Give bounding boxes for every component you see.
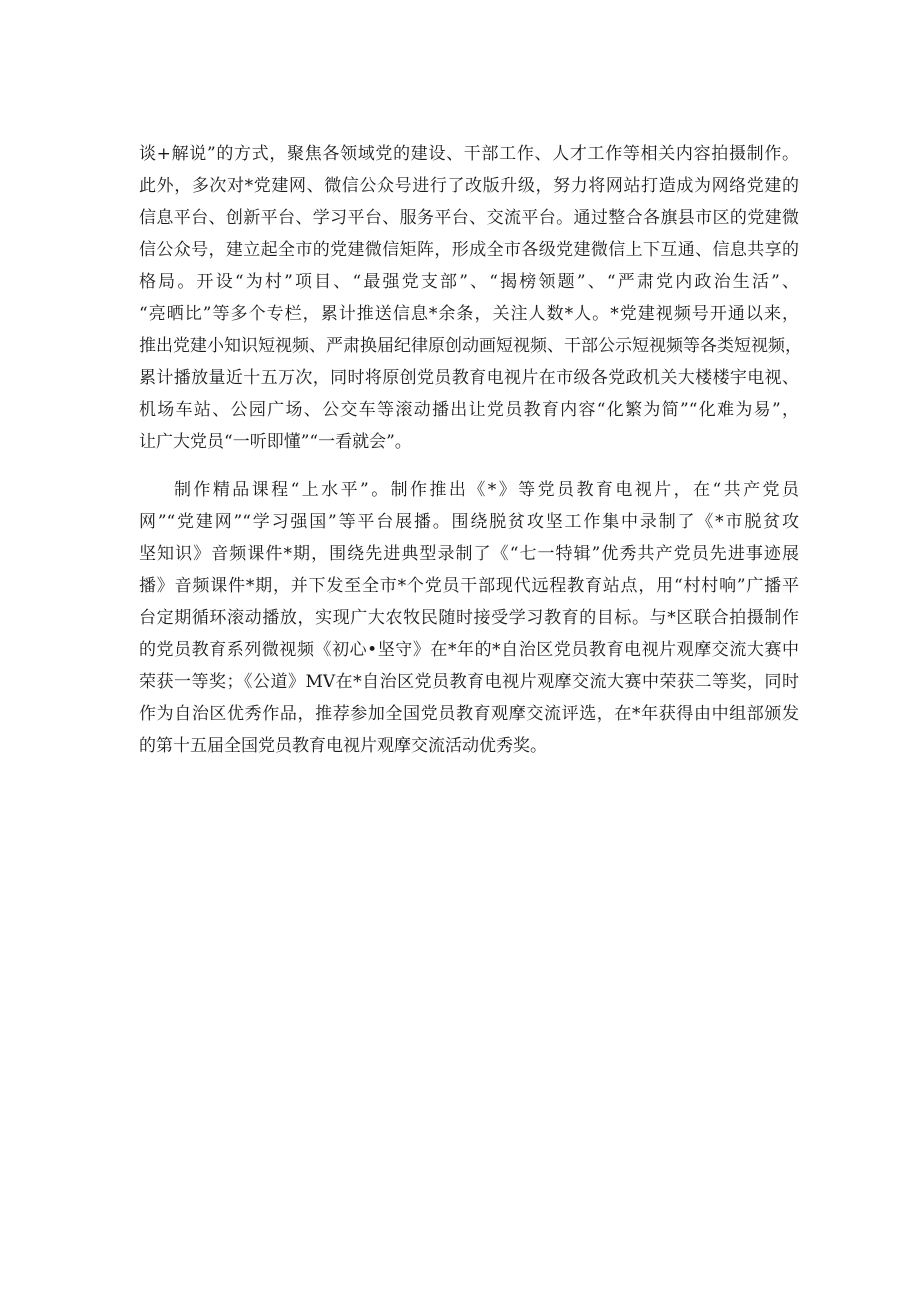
text-line: 让广大党员“一听即懂”“一看就会”。 [139,432,412,452]
text-line: 的党员教育系列微视频《初心•坚守》在*年的*自治区党员教育电视片观摩交流大赛中 [139,640,799,660]
text-line: 的第十五届全国党员教育电视片观摩交流活动优秀奖。 [139,736,547,756]
paragraph-spacer [139,458,799,474]
text-line: 机场车站、公园广场、公交车等滚动播出让党员教育内容“化繁为简”“化难为易”， [139,400,799,420]
text-line: 信息平台、创新平台、学习平台、服务平台、交流平台。通过整合各旗县市区的党建微 [139,208,799,228]
text-line: 谈+解说”的方式，聚焦各领域党的建设、干部工作、人才工作等相关内容拍摄制作。 [139,144,799,164]
text-line: 台定期循环滚动播放，实现广大农牧民随时接受学习教育的目标。与*区联合拍摄制作 [139,608,799,628]
text-line: 制作精品课程“上水平”。制作推出《*》等党员教育电视片，在“共产党员 [174,480,799,500]
document-body [139,138,802,762]
text-line: “亮晒比”等多个专栏，累计推送信息*余条，关注人数*人。*党建视频号开通以来， [139,304,799,324]
text-line: 信公众号，建立起全市的党建微信矩阵，形成全市各级党建微信上下互通、信息共享的 [139,240,799,260]
text-line: 网”“党建网”“学习强国”等平台展播。围绕脱贫攻坚工作集中录制了《*市脱贫攻 [139,512,799,532]
text-line: 格局。开设“为村”项目、“最强党支部”、“揭榜领题”、“严肃党内政治生活”、 [139,272,799,292]
text-line: 坚知识》音频课件*期，围绕先进典型录制了《“七一特辑”优秀共产党员先进事迹展 [139,544,799,564]
paragraph-2 [139,474,799,762]
text-line: 播》音频课件*期，并下发至全市*个党员干部现代远程教育站点，用“村村响”广播平 [139,576,799,596]
paragraph-1 [139,138,802,458]
text-line: 推出党建小知识短视频、严肃换届纪律原创动画短视频、干部公示短视频等各类短视频， [139,336,802,356]
text-line: 累计播放量近十五万次，同时将原创党员教育电视片在市级各党政机关大楼楼宇电视、 [139,368,799,388]
text-line: 此外，多次对*党建网、微信公众号进行了改版升级，努力将网站打造成为网络党建的 [139,176,799,196]
text-line: 荣获一等奖；《公道》MV在*自治区党员教育电视片观摩交流大赛中荣获二等奖，同时 [139,672,799,692]
text-line: 作为自治区优秀作品，推荐参加全国党员教育观摩交流评选，在*年获得由中组部颁发 [139,704,799,724]
